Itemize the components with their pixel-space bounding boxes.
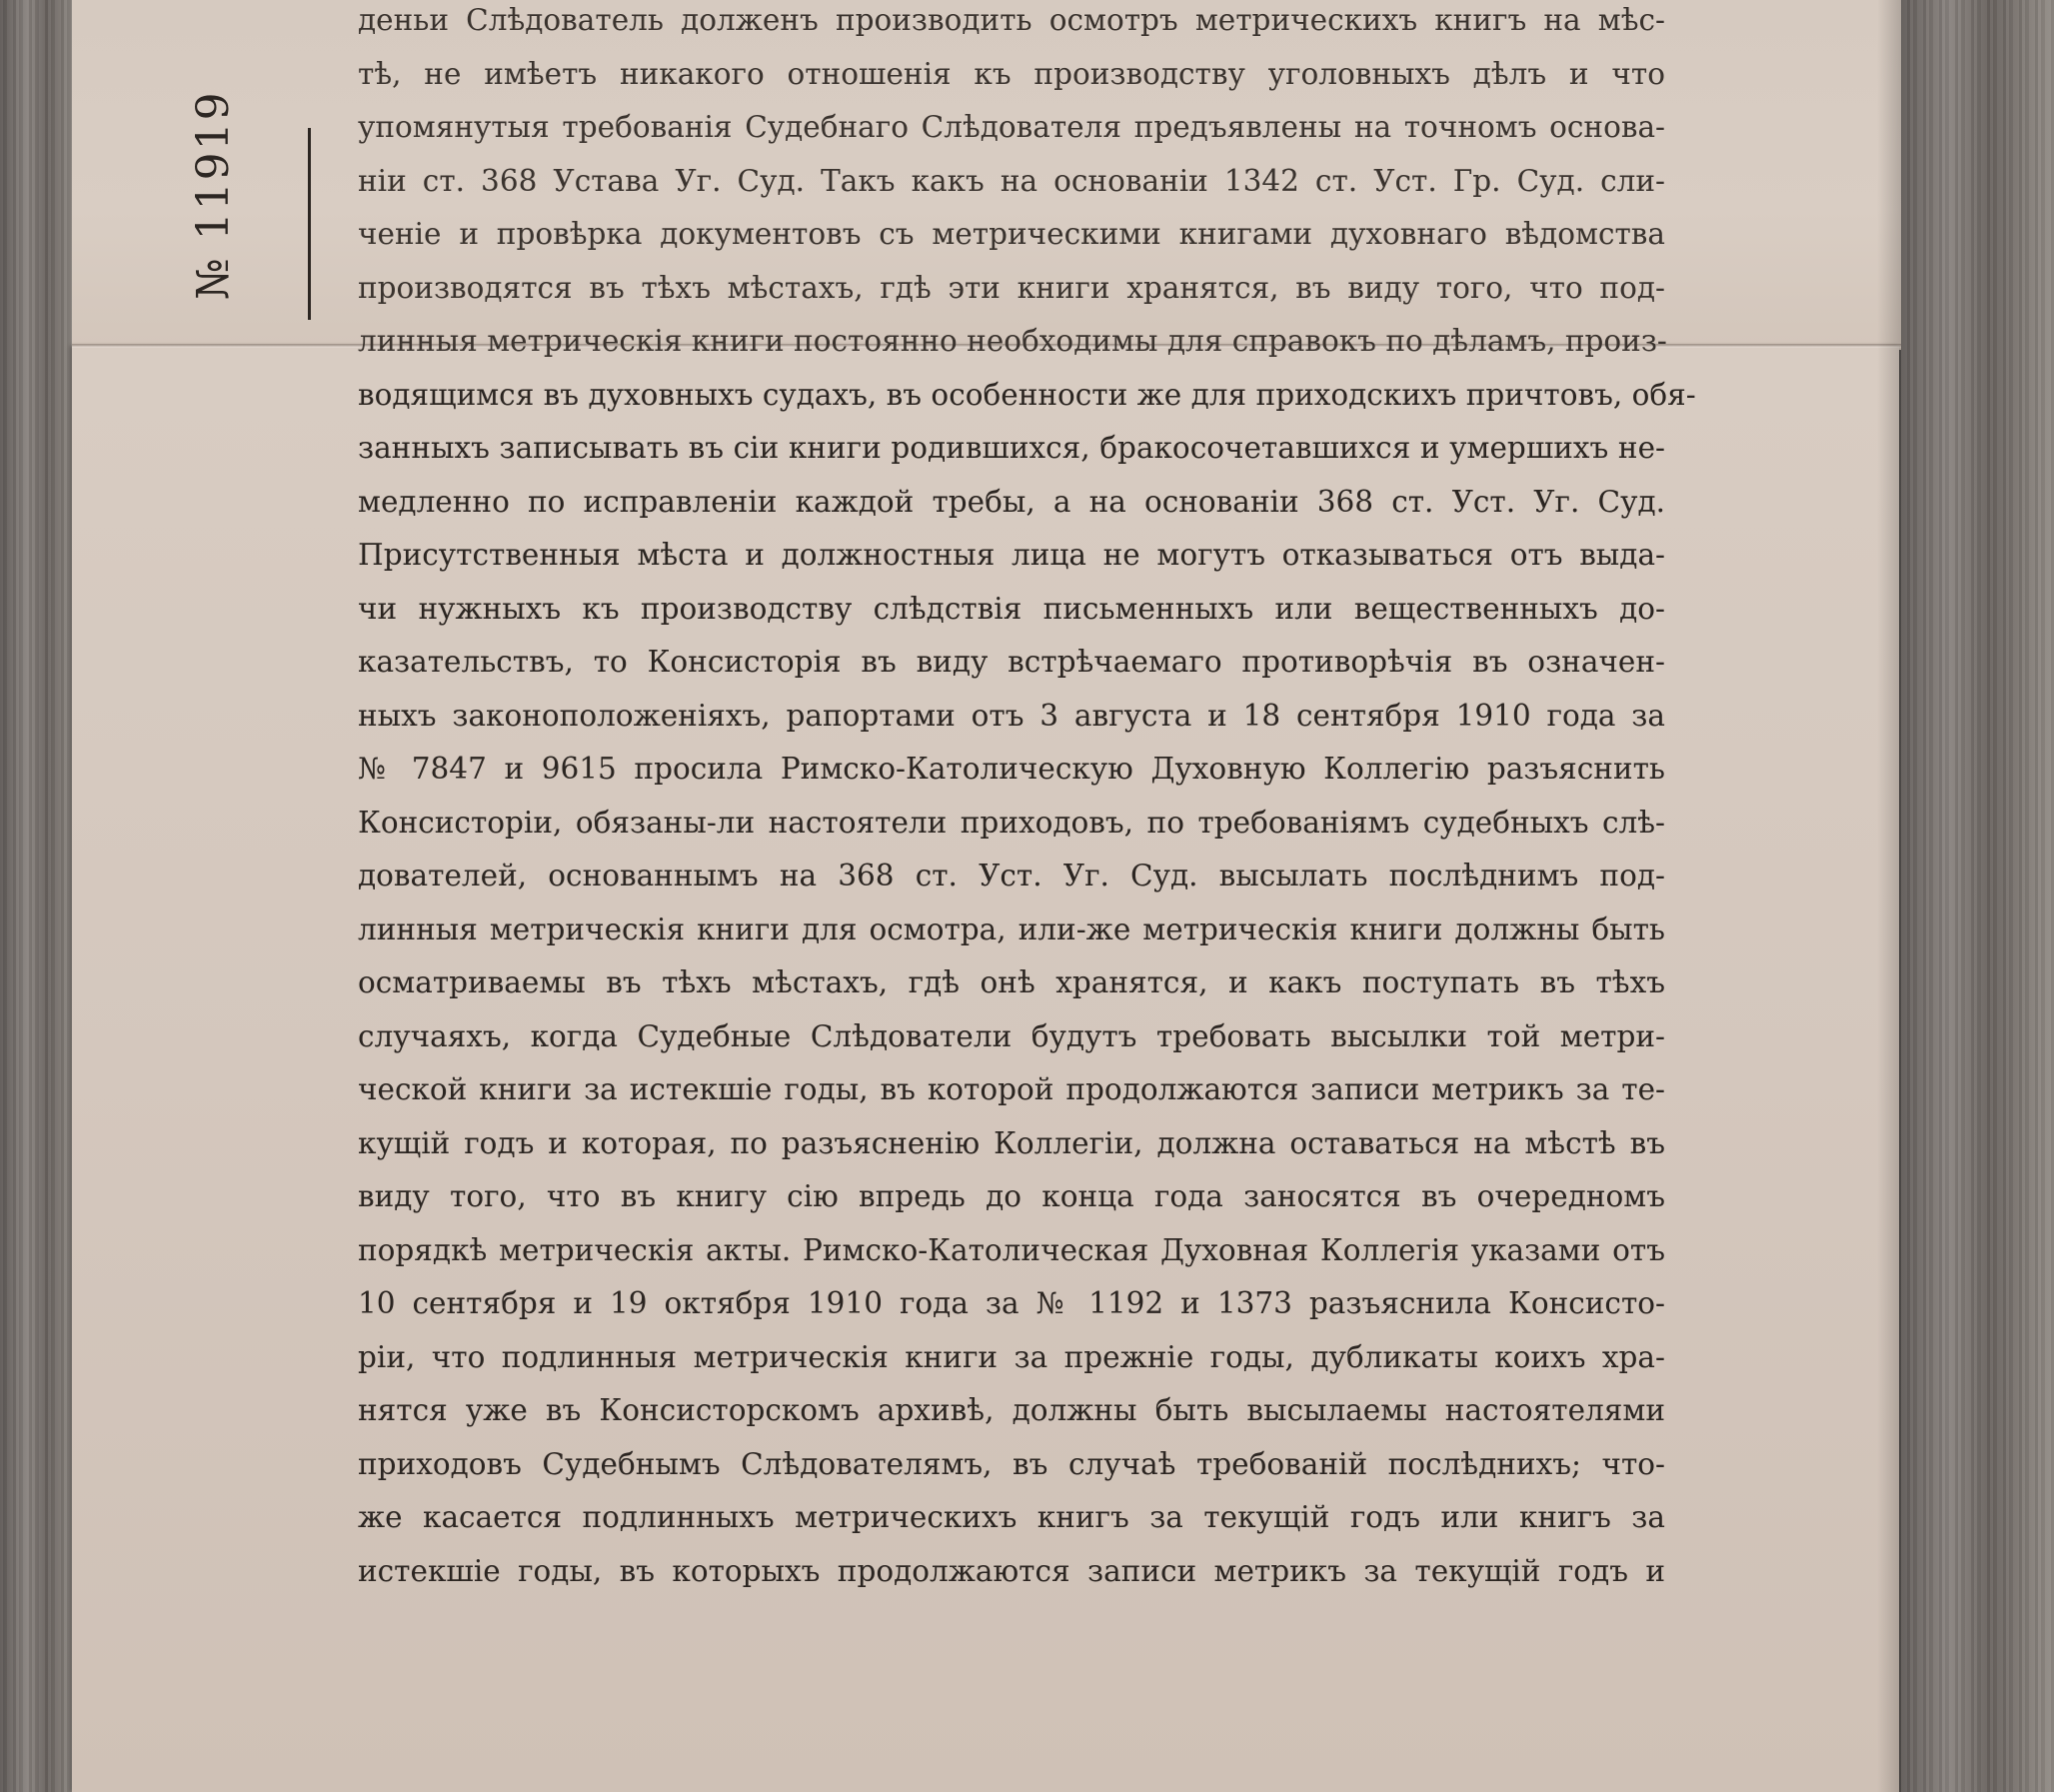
document-body [358,0,1696,1598]
text-line: упомянутыя требованія Судебнаго Слѣдователя предъявлены на точномъ основа- [358,110,1665,144]
text-line: занныхъ записывать въ сіи книги родившихся, бракосочетавшихся и умершихъ не- [358,431,1665,465]
text-line: чи нужныхъ къ производству слѣдствія письменныхъ или вещественныхъ до- [358,591,1665,626]
document-number-rule [308,128,311,320]
text-line: истекшіе годы, въ которыхъ продолжаются записи метрикъ за текущій годъ и [358,1553,1665,1588]
text-line: деньи Слѣдователь долженъ производить осмотръ метрическихъ книгъ на мѣс- [358,3,1665,37]
text-line: медленно по исправленіи каждой требы, а на основаніи 368 ст. Уст. Уг. Суд. [358,484,1665,519]
text-line: Присутственныя мѣста и должностныя лица не могутъ отказываться отъ выда- [358,538,1665,572]
text-line: ріи, что подлинныя метрическія книги за прежніе годы, дубликаты коихъ хра- [358,1339,1665,1374]
text-line: нятся уже въ Консисторскомъ архивѣ, должны быть высылаемы настоятелями [358,1393,1665,1427]
text-line: ніи ст. 368 Устава Уг. Суд. Такъ какъ на основаніи 1342 ст. Уст. Гр. Суд. сли- [358,163,1665,198]
text-line: производятся въ тѣхъ мѣстахъ, гдѣ эти книги хранятся, въ виду того, что под- [358,270,1665,305]
text-line: ныхъ законоположеніяхъ, рапортами отъ 3 августа и 18 сентября 1910 года за [358,698,1665,733]
text-line: приходовъ Судебнымъ Слѣдователямъ, въ случаѣ требованій послѣднихъ; что- [358,1446,1665,1481]
text-line: казательствъ, то Консисторія въ виду встрѣчаемаго противорѣчія въ означен- [358,645,1665,679]
text-line: кущій годъ и которая, по разъясненію Коллегіи, должна оставаться на мѣстѣ въ [358,1125,1665,1160]
document-number: № 11919 [188,90,239,300]
text-line: случаяхъ, когда Судебные Слѣдователи будутъ требовать высылки той метри- [358,1018,1665,1053]
text-line: ческой книги за истекшіе годы, въ которой продолжаются записи метрикъ за те- [358,1072,1665,1106]
text-line: виду того, что въ книгу сію впредь до конца года заносятся въ очередномъ [358,1179,1665,1213]
paper-edge-shadow [1877,0,1901,1792]
text-line: же касается подлинныхъ метрическихъ книгъ за текущій годъ или книгъ за [358,1500,1665,1534]
text-line: линныя метрическія книги постоянно необходимы для справокъ по дѣламъ, произ- [358,324,1667,358]
text-line: Консисторіи, обязаны-ли настоятели приходовъ, по требованіямъ судебныхъ слѣ- [358,805,1665,840]
text-line: ченіе и провѣрка документовъ съ метрическими книгами духовнаго вѣдомства [358,217,1665,251]
text-line: линныя метрическія книги для осмотра, или-же метрическія книги должны быть [358,911,1665,946]
text-line: № 7847 и 9615 просила Римско-Католическую Духовную Коллегію разъяснить [358,752,1665,786]
wood-background-right [1894,0,2054,1792]
wood-background-left [0,0,78,1792]
text-line: осматриваемы въ тѣхъ мѣстахъ, гдѣ онѣ хранятся, и какъ поступать въ тѣхъ [358,965,1665,999]
text-line: порядкѣ метрическія акты. Римско-Католическая Духовная Коллегія указами отъ [358,1232,1665,1267]
text-line: дователей, основаннымъ на 368 ст. Уст. Уг. Суд. высылать послѣднимъ под- [358,859,1665,893]
text-line: тѣ, не имѣетъ никакого отношенія къ производству уголовныхъ дѣлъ и что [358,56,1665,91]
text-line: 10 сентября и 19 октября 1910 года за № 1192 и 1373 разъяснила Консисто- [358,1286,1665,1320]
text-line-struck: водящимся въ духовныхъ судахъ, въ особенности же для приходскихъ причтовъ, обя- [358,377,1696,412]
